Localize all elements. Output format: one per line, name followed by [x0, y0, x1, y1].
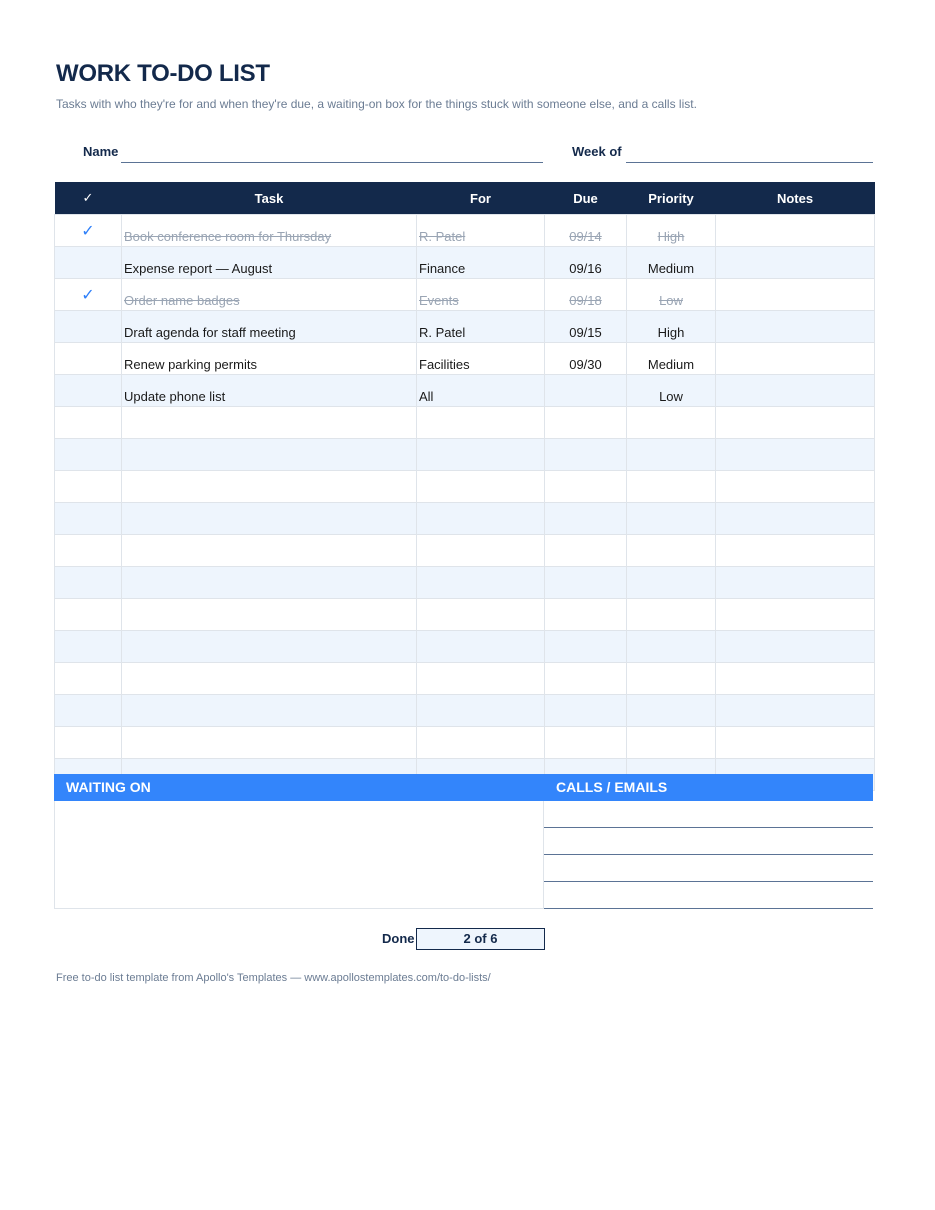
page-subtitle: Tasks with who they're for and when they're due, a waiting-on box for the things stuck with someone else, and a calls list.	[56, 97, 697, 111]
task-cell[interactable]: Book conference room for Thursday	[122, 215, 417, 247]
table-row	[55, 407, 875, 439]
call-line[interactable]	[544, 828, 873, 855]
check-cell[interactable]	[55, 567, 122, 599]
task-cell[interactable]	[122, 471, 417, 503]
task-table	[54, 182, 875, 791]
for-cell[interactable]	[417, 695, 545, 727]
check-cell[interactable]	[55, 599, 122, 631]
for-cell[interactable]	[417, 727, 545, 759]
for-cell[interactable]: All	[417, 375, 545, 407]
for-cell[interactable]	[417, 439, 545, 471]
table-row	[55, 599, 875, 631]
notes-cell[interactable]	[716, 535, 875, 567]
due-cell[interactable]: 09/15	[545, 311, 627, 343]
due-cell[interactable]: 09/30	[545, 343, 627, 375]
column-header-notes: Notes	[716, 182, 875, 215]
calls-emails-section	[544, 774, 873, 909]
check-cell[interactable]	[55, 503, 122, 535]
priority-cell[interactable]: Medium	[627, 247, 716, 279]
for-cell[interactable]	[417, 407, 545, 439]
for-cell[interactable]	[417, 503, 545, 535]
waiting-on-section	[54, 774, 544, 909]
table-row	[55, 215, 875, 247]
priority-cell[interactable]	[627, 727, 716, 759]
priority-cell[interactable]: Medium	[627, 343, 716, 375]
priority-cell[interactable]	[627, 503, 716, 535]
task-cell[interactable]: Expense report — August	[122, 247, 417, 279]
check-cell[interactable]	[55, 727, 122, 759]
due-cell[interactable]: 09/14	[545, 215, 627, 247]
task-cell[interactable]	[122, 663, 417, 695]
notes-cell[interactable]	[716, 631, 875, 663]
for-cell[interactable]	[417, 471, 545, 503]
done-count: 2 of 6	[416, 928, 545, 950]
due-cell[interactable]	[545, 503, 627, 535]
task-cell[interactable]: Update phone list	[122, 375, 417, 407]
for-cell[interactable]: R. Patel	[417, 215, 545, 247]
for-cell[interactable]: Events	[417, 279, 545, 311]
page-title: WORK TO-DO LIST	[56, 60, 270, 87]
priority-cell[interactable]	[627, 631, 716, 663]
due-cell[interactable]	[545, 631, 627, 663]
notes-cell[interactable]	[716, 727, 875, 759]
task-cell[interactable]	[122, 727, 417, 759]
call-line[interactable]	[544, 801, 873, 828]
due-cell[interactable]	[545, 535, 627, 567]
due-cell[interactable]	[545, 407, 627, 439]
check-cell[interactable]: ✓	[55, 215, 122, 247]
table-row	[55, 663, 875, 695]
task-cell[interactable]	[122, 439, 417, 471]
table-row	[55, 439, 875, 471]
notes-cell[interactable]	[716, 247, 875, 279]
table-header-row	[55, 182, 875, 215]
check-cell[interactable]	[55, 407, 122, 439]
column-header-for: For	[417, 182, 545, 215]
task-cell[interactable]: Renew parking permits	[122, 343, 417, 375]
priority-cell[interactable]: High	[627, 311, 716, 343]
check-cell[interactable]	[55, 375, 122, 407]
for-cell[interactable]	[417, 631, 545, 663]
calls-emails-heading: CALLS / EMAILS	[544, 774, 873, 801]
table-row	[55, 343, 875, 375]
table-row	[55, 471, 875, 503]
due-cell[interactable]	[545, 471, 627, 503]
due-cell[interactable]: 09/16	[545, 247, 627, 279]
check-cell[interactable]	[55, 439, 122, 471]
task-cell[interactable]	[122, 535, 417, 567]
for-cell[interactable]: R. Patel	[417, 311, 545, 343]
call-line[interactable]	[544, 855, 873, 882]
due-cell[interactable]: 09/18	[545, 279, 627, 311]
notes-cell[interactable]	[716, 311, 875, 343]
column-header-task: Task	[122, 182, 417, 215]
table-row	[55, 631, 875, 663]
priority-cell[interactable]	[627, 567, 716, 599]
table-row	[55, 311, 875, 343]
waiting-on-box[interactable]	[54, 801, 544, 909]
check-cell[interactable]	[55, 663, 122, 695]
due-cell[interactable]	[545, 663, 627, 695]
done-label: Done	[382, 931, 415, 946]
priority-cell[interactable]	[627, 695, 716, 727]
waiting-on-heading: WAITING ON	[54, 774, 544, 801]
task-cell[interactable]	[122, 599, 417, 631]
name-field[interactable]	[121, 162, 543, 163]
table-row	[55, 567, 875, 599]
call-line[interactable]	[544, 882, 873, 909]
table-row	[55, 247, 875, 279]
due-cell[interactable]	[545, 727, 627, 759]
column-header-priority: Priority	[627, 182, 716, 215]
table-row	[55, 279, 875, 311]
task-cell[interactable]	[122, 567, 417, 599]
due-cell[interactable]	[545, 695, 627, 727]
table-row	[55, 375, 875, 407]
check-cell[interactable]	[55, 311, 122, 343]
column-header-due: Due	[545, 182, 627, 215]
priority-cell[interactable]	[627, 663, 716, 695]
for-cell[interactable]: Finance	[417, 247, 545, 279]
priority-cell[interactable]	[627, 535, 716, 567]
notes-cell[interactable]	[716, 375, 875, 407]
due-cell[interactable]	[545, 375, 627, 407]
priority-cell[interactable]: Low	[627, 279, 716, 311]
table-row	[55, 535, 875, 567]
week-of-label: Week of	[572, 144, 622, 159]
check-cell[interactable]	[55, 343, 122, 375]
check-cell[interactable]	[55, 247, 122, 279]
task-cell[interactable]	[122, 695, 417, 727]
priority-cell[interactable]	[627, 599, 716, 631]
footer-credit: Free to-do list template from Apollo's Templates — www.apollostemplates.com/to-do-lists/	[56, 972, 491, 984]
task-cell[interactable]	[122, 407, 417, 439]
for-cell[interactable]	[417, 567, 545, 599]
column-header-check: ✓	[55, 182, 122, 215]
table-row	[55, 695, 875, 727]
notes-cell[interactable]	[716, 663, 875, 695]
notes-cell[interactable]	[716, 503, 875, 535]
notes-cell[interactable]	[716, 599, 875, 631]
priority-cell[interactable]: Low	[627, 375, 716, 407]
check-cell[interactable]: ✓	[55, 279, 122, 311]
name-label: Name	[83, 144, 119, 159]
notes-cell[interactable]	[716, 279, 875, 311]
notes-cell[interactable]	[716, 215, 875, 247]
task-cell[interactable]	[122, 503, 417, 535]
due-cell[interactable]	[545, 439, 627, 471]
priority-cell[interactable]	[627, 439, 716, 471]
for-cell[interactable]	[417, 599, 545, 631]
week-of-field[interactable]	[626, 162, 873, 163]
check-cell[interactable]	[55, 535, 122, 567]
check-cell[interactable]	[55, 471, 122, 503]
notes-cell[interactable]	[716, 439, 875, 471]
check-cell[interactable]	[55, 695, 122, 727]
task-cell[interactable]: Draft agenda for staff meeting	[122, 311, 417, 343]
for-cell[interactable]	[417, 535, 545, 567]
check-cell[interactable]	[55, 631, 122, 663]
for-cell[interactable]	[417, 663, 545, 695]
due-cell[interactable]	[545, 567, 627, 599]
due-cell[interactable]	[545, 599, 627, 631]
notes-cell[interactable]	[716, 567, 875, 599]
priority-cell[interactable]: High	[627, 215, 716, 247]
priority-cell[interactable]	[627, 471, 716, 503]
table-row	[55, 503, 875, 535]
notes-cell[interactable]	[716, 471, 875, 503]
for-cell[interactable]: Facilities	[417, 343, 545, 375]
priority-cell[interactable]	[627, 407, 716, 439]
table-row	[55, 727, 875, 759]
task-cell[interactable]: Order name badges	[122, 279, 417, 311]
task-cell[interactable]	[122, 631, 417, 663]
notes-cell[interactable]	[716, 407, 875, 439]
notes-cell[interactable]	[716, 695, 875, 727]
notes-cell[interactable]	[716, 343, 875, 375]
